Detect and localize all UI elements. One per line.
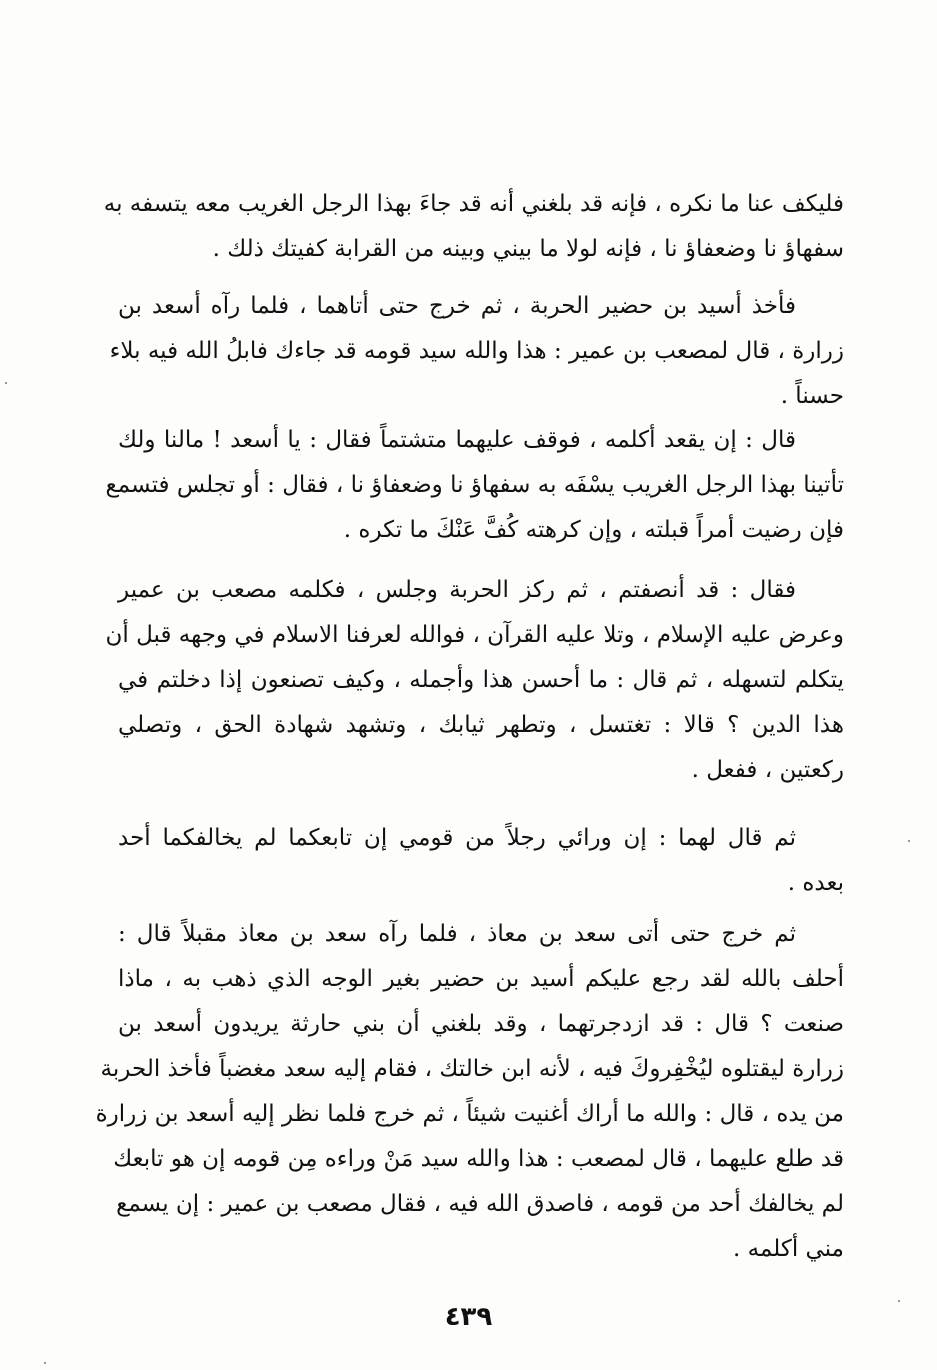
text-line: فأخذ أسيد بن حضير الحربة ، ثم خرج حتى أتاهما ، فلما رآه أسعد بن (118, 293, 797, 319)
text-line: زرارة ، قال لمصعب بن عمير : هذا والله سيد قومه قد جاءك فابلُ الله فيه بلاء (109, 338, 844, 364)
text-line: أحلف بالله لقد رجع عليكم أسيد بن حضير بغير الوجه الذي ذهب به ، ماذا (118, 966, 844, 992)
scan-speck (5, 382, 7, 384)
text-line: ثم قال لهما : إن ورائي رجلاً من قومي إن تابعكما لم يخالفكما أحد (118, 825, 796, 851)
paragraph-5 (118, 816, 844, 906)
text-line: ثم خرج حتى أتى سعد بن معاذ ، فلما رآه سعد بن معاذ مقبلاً قال : (118, 921, 796, 947)
page-number: ٤٣٩ (444, 1302, 493, 1332)
text-line: قال : إن يقعد أكلمه ، فوقف عليهما متشتماً فقال : يا أسعد ! مالنا ولك (118, 427, 796, 453)
paragraph-1 (103, 182, 844, 272)
text-line: يتكلم لتسهله ، ثم قال : ما أحسن هذا وأجمله ، وكيف تصنعون إذا دخلتم في (118, 667, 844, 693)
text-line: زرارة ليقتلوه ليُخْفِروكَ فيه ، لأنه ابن خالتك ، فقام إليه سعد مغضباً فأخذ الحربة (100, 1056, 844, 1082)
text-line: ركعتين ، ففعل . (691, 757, 844, 783)
text-line: فليكف عنا ما نكره ، فإنه قد بلغني أنه قد جاءَ بهذا الرجل الغريب معه يتسفه به (103, 191, 844, 217)
text-line: حسناً . (780, 383, 844, 409)
text-line: وعرض عليه الإسلام ، وتلا عليه القرآن ، فوالله لعرفنا الاسلام في وجهه قبل أن (105, 622, 844, 648)
scan-speck (44, 1362, 46, 1364)
paragraph-2 (109, 284, 844, 419)
scan-speck (898, 1300, 900, 1302)
text-line: مني أكلمه . (733, 1236, 844, 1262)
text-line: لم يخالفك أحد من قومه ، فاصدق الله فيه ، فقال مصعب بن عمير : إن يسمع (116, 1191, 844, 1217)
text-line: من يده ، قال : والله ما أراك أغنيت شيئاً ، ثم خرج فلما نظر إليه أسعد بن زرارة (95, 1101, 844, 1127)
paragraph-4 (105, 568, 844, 793)
scan-speck (908, 840, 910, 842)
text-line: تأتينا بهذا الرجل الغريب يسْفَه به سفهاؤ نا وضعفاؤ نا ، فقال : أو تجلس فتسمع (105, 472, 844, 498)
paragraph-6 (95, 912, 844, 1272)
text-line: بعده . (787, 870, 844, 896)
text-line: هذا الدين ؟ قالا : تغتسل ، وتطهر ثيابك ، وتشهد شهادة الحق ، وتصلي (118, 712, 844, 738)
text-line: قد طلع عليهما ، قال لمصعب : هذا والله سيد مَنْ وراءه مِن قومه إن هو تابعك (113, 1146, 844, 1172)
text-line: صنعت ؟ قال : قد ازدجرتهما ، وقد بلغني أن بني حارثة يريدون أسعد بن (118, 1011, 844, 1037)
text-line: فقال : قد أنصفتم ، ثم ركز الحربة وجلس ، فكلمه مصعب بن عمير (118, 577, 796, 603)
paragraph-3 (105, 418, 844, 553)
text-line: فإن رضيت أمراً قبلته ، وإن كرهته كُفَّ عَنْكَ ما تكره . (343, 517, 844, 543)
text-line: سفهاؤ نا وضعفاؤ نا ، فإنه لولا ما بيني وبينه من القرابة كفيتك ذلك . (212, 236, 844, 262)
